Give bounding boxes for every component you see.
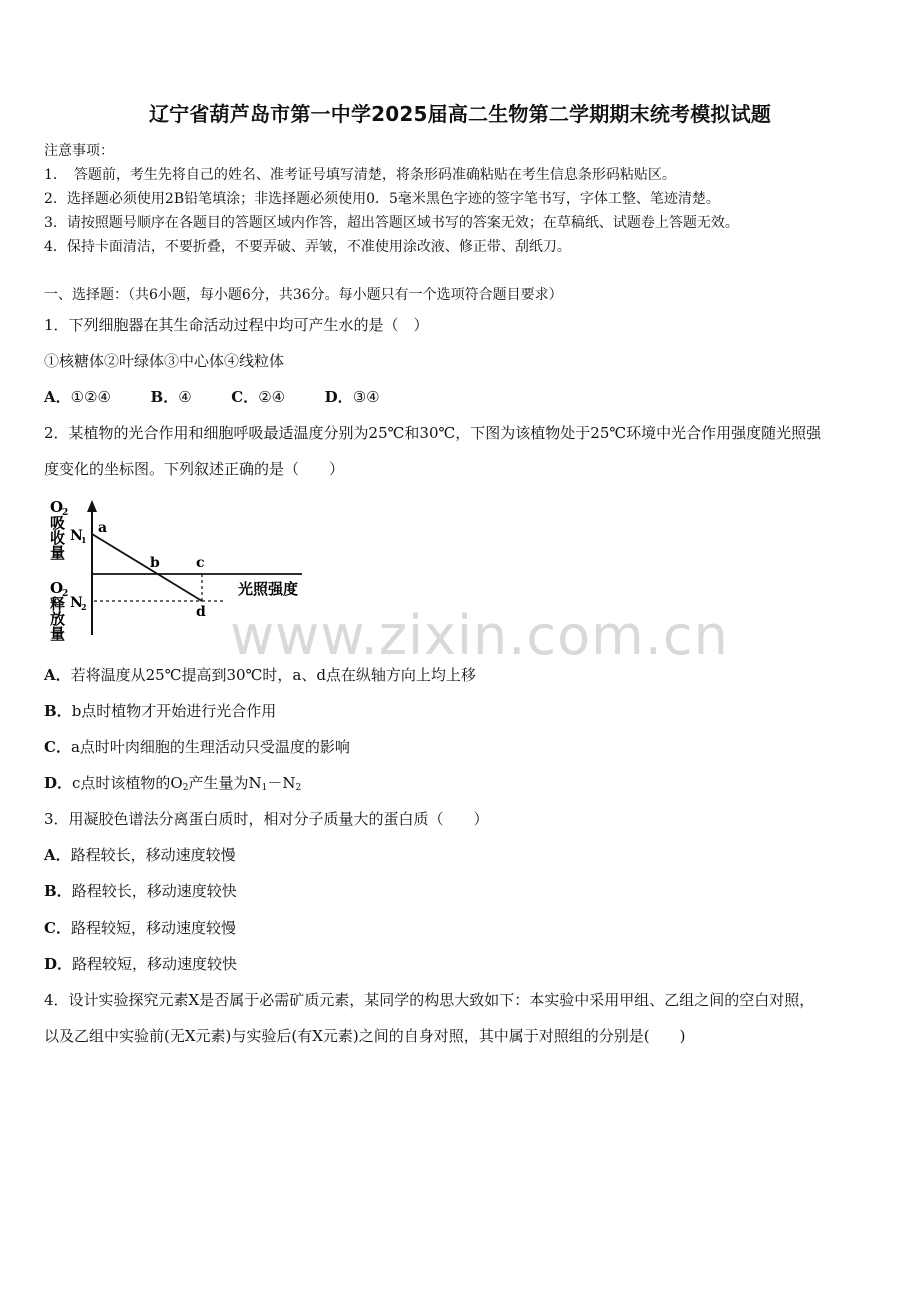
q1-option-c: ②④	[258, 388, 286, 406]
q1-option-a-letter: A．	[44, 388, 71, 406]
q3-option-b: B．路程较长，移动速度较快	[44, 882, 237, 900]
x-axis-label: 光照强度	[238, 580, 299, 598]
section-heading: 一、选择题：（共6小题，每小题6分，共36分。每小题只有一个选项符合题目要求）	[44, 287, 563, 303]
notice-item-2: 2．选择题必须使用2B铅笔填涂；非选择题必须使用0．5毫米黑色字迹的签字笔书写，字体工整、笔迹清楚。	[44, 191, 720, 207]
q3-option-d: D．路程较短，移动速度较快	[44, 955, 238, 973]
y-bottom-char2: 放	[50, 610, 66, 628]
q1-option-d: ③④	[352, 388, 380, 406]
y-top-char3: 量	[50, 544, 66, 562]
q2-option-a: A．若将温度从25℃提高到30℃时，a、d点在纵轴方向上均上移	[44, 666, 476, 684]
exam-title: 辽宁省葫芦岛市第一中学2025届高二生物第二学期期末统考模拟试题	[148, 102, 772, 126]
point-c-label: c	[196, 555, 205, 571]
q1-option-d-letter: D．	[324, 388, 353, 406]
q1-option-b-letter: B．	[150, 388, 179, 406]
watermark: www.zixin.com.cn	[230, 604, 729, 667]
notice-item-3: 3．请按照题号顺序在各题目的答题区域内作答，超出答题区域书写的答案无效；在草稿纸、试题卷上答题无效。	[44, 215, 739, 231]
q3-option-c: C．路程较短，移动速度较慢	[44, 919, 236, 937]
y-bottom-o: O	[50, 579, 64, 597]
q3-stem: 3．用凝胶色谱法分离蛋白质时，相对分子质量大的蛋白质（ ）	[44, 810, 489, 828]
q4-stem-line1: 4．设计实验探究元素X是否属于必需矿质元素，某同学的构思大致如下：本实验中采用甲组、乙组之间的空白对照，	[44, 991, 815, 1009]
q2-option-d: D．c点时该植物的$O_2$产生量为$N_1-N_2$	[44, 774, 302, 793]
notice-item-1: 1． 答题前，考生先将自己的姓名、准考证号填写清楚，将条形码准确粘贴在考生信息条形码粘贴区。	[44, 167, 676, 183]
q1-option-c-letter: C．	[231, 388, 259, 406]
y-bottom-sub: 2	[62, 589, 69, 599]
point-b-label: b	[150, 555, 160, 571]
graph-curve	[92, 534, 202, 601]
notice-item-4: 4．保持卡面清洁，不要折叠，不要弄破、弄皱，不准使用涂改液、修正带、刮纸刀。	[44, 239, 571, 255]
q1-items: ①核糖体②叶绿体③中心体④线粒体	[44, 352, 285, 370]
q1-option-b: ④	[178, 388, 192, 406]
q2-option-b: B．b点时植物才开始进行光合作用	[44, 702, 277, 720]
y-bottom-char1: 释	[50, 595, 66, 613]
q2-stem-line1: 2．某植物的光合作用和细胞呼吸最适温度分别为25℃和30℃，下图为该植物处于25℃环境中光合作用强度随光照强	[44, 424, 822, 442]
n1-label: N	[70, 528, 83, 544]
q1-options	[44, 386, 380, 407]
y-bottom-char3: 量	[50, 625, 66, 643]
q2-stem-line2: 度变化的坐标图。下列叙述正确的是（ ）	[44, 460, 345, 478]
notice-heading: 注意事项：	[44, 143, 114, 159]
graph-y-arrow	[87, 500, 97, 512]
point-d-label: d	[196, 604, 206, 620]
y-top-sub: 2	[62, 508, 69, 518]
y-top-char1: 吸	[50, 514, 66, 532]
q1-option-a: ①②④	[70, 388, 111, 406]
y-top-o: O	[50, 498, 64, 516]
n1-sub: 1	[81, 535, 87, 545]
q3-option-a: A．路程较长，移动速度较慢	[44, 846, 236, 864]
n2-sub: 2	[81, 602, 87, 612]
q1-stem: 1．下列细胞器在其生命活动过程中均可产生水的是（ ）	[44, 316, 429, 334]
point-a-label: a	[98, 520, 108, 536]
q4-stem-line2: 以及乙组中实验前(无X元素)与实验后(有X元素)之间的自身对照，其中属于对照组的分别是( )	[44, 1027, 686, 1045]
q2-option-c: C．a点时叶肉细胞的生理活动只受温度的影响	[44, 738, 350, 756]
n2-label: N	[70, 595, 83, 611]
y-top-char2: 收	[50, 529, 66, 547]
